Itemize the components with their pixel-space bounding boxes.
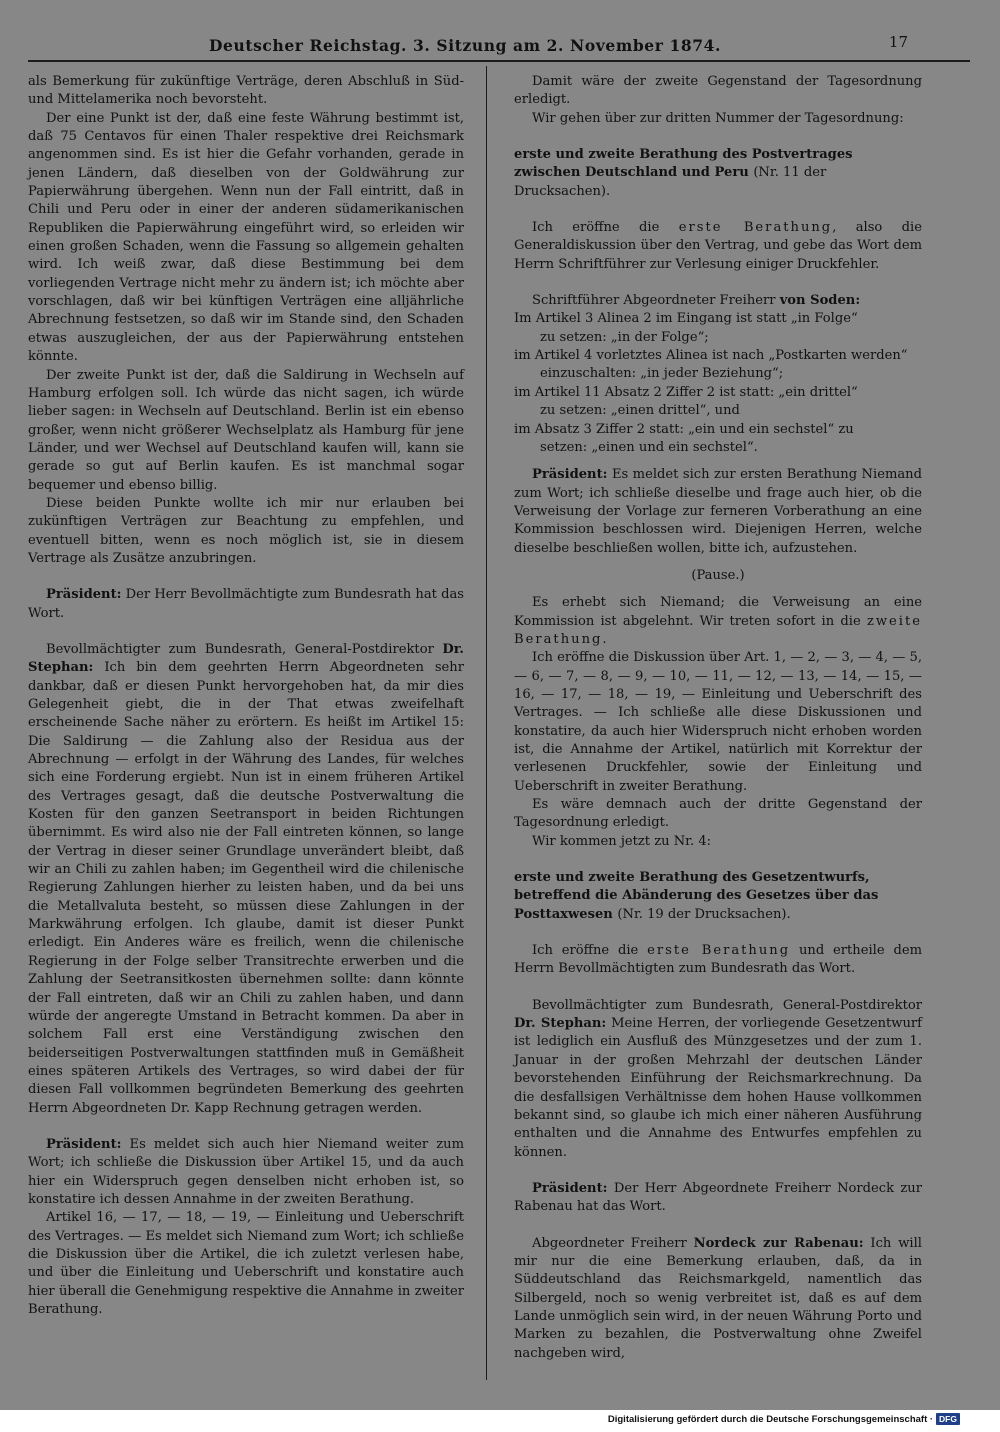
speech-text: Der Herr Abgeordnete Freiherr Nordeck zur Rabenau hat das Wort. [514,1180,922,1215]
speech-text: Ich bin dem geehrten Herrn Abgeordneten sehr dankbar, daß er diesen Punkt hervorgehoben hat, da mir dies Gelegenheit giebt, die in der That etwas zweifelhaft erscheinende Sache näher zu erörtern. Es heißt im Artikel 15: Die Saldirung — die Zahlung also der Residua aus der Abrechnung — erfolgt in der Währung des Landes, für welches sich eine Forderung ergiebt. Nun ist in einem früheren Artikel des Vertrages gesagt, daß die deutsche Postverwaltung die Kosten für den ganzen Seetransport in beiden Richtungen übernimmt. Es wird also nie der Fall eintreten können, so lange der Vertrag in dieser seiner Grundlage unverändert bleibt, daß wir an Chili zu zahlen haben; im Gegentheil wird die chilenische Regierung Zahlungen hierher zu leisten haben, und da bei uns die Metallvaluta besteht, so müssen diese Zahlungen in der Markwährung erfolgen. Ich glaube, damit ist dieser Punkt erledigt. Ein Anderes wäre es freilich, wenn die chilenische Regierung in der Folge selber Transitrechte erwerben und die Zahlung der Seetransitkosten übernehmen sollte: dann könnte der Fall eintreten, daß wir an Chili zu zahlen haben, und dann würde der angeregte Umstand in Betracht kommen. Da aber in solchem Fall erst eine Verständigung zwischen den beiderseitigen Postverwaltungen stattfinden muß in Gemäßheit eines späteren Artikels des Vertrages, so wird dabei der für diesen Fall vollkommen begründeten Bemerkung des geehrten Herrn Abgeordneten Dr. Kapp Rechnung getragen werden. [28,660,464,1116]
paragraph: Der eine Punkt ist der, daß eine feste Währung bestimmt ist, daß 75 Centavos für einen Thaler respektive drei Reichsmark angenommen sind. Es ist hier die Gefahr vorhanden, gerade in jenen Ländern, daß dieselben von der Goldwährung zur Papierwährung übergehen. Wenn nun der Fall eintritt, daß in Chili und Peru oder in einer der anderen südamerikanischen Republiken die Papierwährung eingeführt wird, so erleiden wir einen großen Schaden, wenn die Fassung so allgemein gehalten wird. Ich weiß zwar, daß diese Bestimmung bei dem vorliegenden Vertrage nicht mehr zu ändern ist; ich möchte aber vorschlagen, daß wir bei künftigen Verträgen eine alljährliche Abrechnung festsetzen, so daß wir im Stande sind, den Schaden etwas auszugleichen, der aus der Papierwährung entstehen könnte. [28,110,464,365]
footer-credit [608,1413,960,1425]
speech-text: Der Herr Bevollmächtigte zum Bundesrath hat das Wort. [28,587,464,621]
speaker-title: Schriftführer Abgeordneter Freiherr [532,293,776,309]
agenda-item [514,146,922,201]
paragraph: Damit wäre der zweite Gegenstand der Tagesordnung erledigt. [514,74,922,108]
paragraph: Ich eröffne die Diskussion über Art. 1, — 2, — 3, — 4, — 5, — 6, — 7, — 8, — 9, — 10, — 11, — 12, — 13, — 14, — 15, — 16, — 17, — 18, — 19, — Einleitung und Ueberschrift des Vertrages. — Ich schließe alle diese Diskussionen und konstatire, da auch hier Widerspruch nicht erhoben worden ist, die Annahme der Artikel, natürlich mit Korrektur der verlesenen Druckfehler, sowie der Einleitung und Ueberschrift in zweiter Berathung. [514,650,922,794]
stage-direction: (Pause.) [691,567,745,583]
speaker-name: Präsident: [46,587,122,603]
agenda-item-reference: (Nr. 11 der Drucksachen). [514,165,827,199]
correction-line: im Artikel 4 vorletztes Alinea ist nach „Postkarten werden“ [514,348,908,364]
speaker-name: Dr. Stephan: [514,1016,607,1032]
text-run: und ertheile dem Herrn Bevollmächtigten zum Bundesrath das Wort. [514,943,922,977]
speech-paragraph [514,997,922,1162]
correction-line: einzuschalten: „in jeder Beziehung“; [540,366,784,382]
speech-text: Es meldet sich auch hier Niemand weiter zum Wort; ich schließe die Diskussion über Artikel 15, und da auch hier ein Widerspruch gegen denselben nicht erhoben ist, so konstatire ich dessen Annahme in der zweiten Berathung. [28,1136,464,1207]
correction-line: im Artikel 11 Absatz 2 Ziffer 2 ist statt: „ein drittel“ [514,384,858,400]
speaker-line [514,292,922,310]
paragraph: Artikel 16, — 17, — 18, — 19, — Einleitung und Ueberschrift des Vertrages. — Es meldet sich Niemand zum Wort; ich schließe die Diskussion über die Artikel, die ich zuletzt verlesen habe, und über die Einleitung und Ueberschrift und konstatire auch hier überall die Genehmigung respektive die Annahme in zweiter Berathung. [28,1210,464,1317]
speech-paragraph [514,466,922,558]
correction-line: zu setzen: „in der Folge“; [540,329,709,345]
left-column [28,73,464,1319]
paragraph [514,594,922,649]
speaker-name: Präsident: [532,1180,608,1196]
text-run: Es erhebt sich Niemand; die Verweisung an eine Kommission ist abgelehnt. Wir treten sofort in die [514,595,922,629]
text-run: Ich eröffne die [532,220,660,236]
agenda-item-title: erste und zweite Berathung des Gesetzentwurfs, betreffend die Abänderung des Gesetzes über das Posttaxwesen [514,870,879,922]
spaced-text: erste Berathung [647,943,791,959]
correction-line: setzen: „einen und ein sechstel“. [540,439,758,455]
speaker-name: Präsident: [532,467,608,483]
spaced-text: zweite Berathung [514,613,922,647]
page-number: 17 [888,33,908,51]
page-header-title: Deutscher Reichstag. 3. Sitzung am 2. November 1874. [208,36,722,55]
speech-paragraph [28,586,464,623]
correction-line: im Absatz 3 Ziffer 2 statt: „ein und ein sechstel“ zu [514,421,854,437]
speaker-title: Bevollmächtigter zum Bundesrath, General-Postdirektor [46,641,434,657]
paragraph: als Bemerkung für zukünftige Verträge, deren Abschluß in Süd- und Mittelamerika noch bevorsteht. [28,74,464,108]
speech-paragraph [514,1180,922,1217]
paragraph [514,942,922,979]
spaced-text: erste Berathung [678,220,833,236]
speaker-name: Präsident: [46,1136,122,1152]
agenda-item-title: erste und zweite Berathung des Postvertrages zwischen Deutschland und Peru [514,147,853,181]
paragraph [514,219,922,274]
speaker-name: Nordeck zur Rabenau: [693,1235,864,1251]
column-divider [486,66,487,1380]
speech-paragraph [28,641,464,1118]
speech-text: Es meldet sich zur ersten Berathung Niemand zum Wort; ich schließe dieselbe und frage auch hier, ob die Verweisung der Vorlage zur ferneren Vorberathung an eine Kommission beschlossen wird. Diejenigen Herren, welche dieselbe beschließen wollen, bitte ich, aufzustehen. [514,467,922,556]
correction-line: Im Artikel 3 Alinea 2 im Eingang ist statt „in Folge“ [514,311,858,327]
paragraph: Es wäre demnach auch der dritte Gegenstand der Tagesordnung erledigt. [514,797,922,831]
speech-paragraph [514,1235,922,1363]
right-column [514,73,922,1363]
text-run: Ich eröffne die [532,943,639,959]
agenda-item [514,869,922,924]
footer-credit-text: Digitalisierung gefördert durch die Deutsche Forschungsgemeinschaft · [607,1413,934,1425]
text-run: . [602,631,607,647]
speaker-title: Abgeordneter Freiherr [532,1235,687,1251]
correction-line: zu setzen: „einen drittel“, und [540,403,740,419]
speaker-name: Dr. Stephan: [28,641,464,676]
speech-text: Ich will mir nur die eine Bemerkung erlauben, daß, da in Süddeutschland das Reichsmarkgeld, namentlich das Silbergeld, noch so wenig verbreitet ist, daß es auf dem Lande unmöglich sein wird, in der neuen Währung Porto und Marken zu bezahlen, die Postverwaltung ohne Zweifel nachgeben wird, [514,1235,922,1361]
speaker-title: Bevollmächtigter zum Bundesrath, General-Postdirektor [532,997,922,1013]
paragraph: Diese beiden Punkte wollte ich mir nur erlauben bei zukünftigen Verträgen zur Beachtung zu empfehlen, und eventuell bitten, wenn es noch möglich ist, sie in diesem Vertrage als Zusätze anzubringen. [28,495,464,566]
paragraph: Wir kommen jetzt zu Nr. 4: [532,833,712,849]
speaker-name: von Soden: [779,293,861,309]
dfg-logo: DFG [936,1413,960,1425]
speech-text: Meine Herren, der vorliegende Gesetzentwurf ist lediglich ein Ausfluß des Münzgesetzes und der zum 1. Januar in der großen Mehrzahl der deutschen Länder bevorstehenden Einführung der Reichsmarkrechnung. Da die desfallsigen Verhältnisse dem hohen Hause vollkommen bekannt sind, so glaube ich mich einer näheren Ausführung enthalten und die Annahme des Entwurfes empfehlen zu können. [514,1016,923,1160]
speech-paragraph [28,1136,464,1209]
text-run: , also die Generaldiskussion über den Vertrag, und gebe das Wort dem Herrn Schriftführer zur Verlesung einiger Druckfehler. [514,220,922,272]
agenda-item-reference: (Nr. 19 der Drucksachen). [617,906,791,922]
paragraph: Der zweite Punkt ist der, daß die Saldirung in Wechseln auf Hamburg erfolgen soll. Ich würde das nicht sagen, ich würde lieber sagen: in Wechseln auf Deutschland. Berlin ist ein ebenso großer, wenn nicht größerer Wechselplatz als Hamburg für jene Länder, und wer Wechsel auf Deutschland kaufen will, kann sie gerade so gut auf Berlin kaufen. Es ist manchmal sogar bequemer und ebenso billig. [28,367,464,493]
header-rule [28,60,970,62]
paragraph: Wir gehen über zur dritten Nummer der Tagesordnung: [532,110,904,126]
